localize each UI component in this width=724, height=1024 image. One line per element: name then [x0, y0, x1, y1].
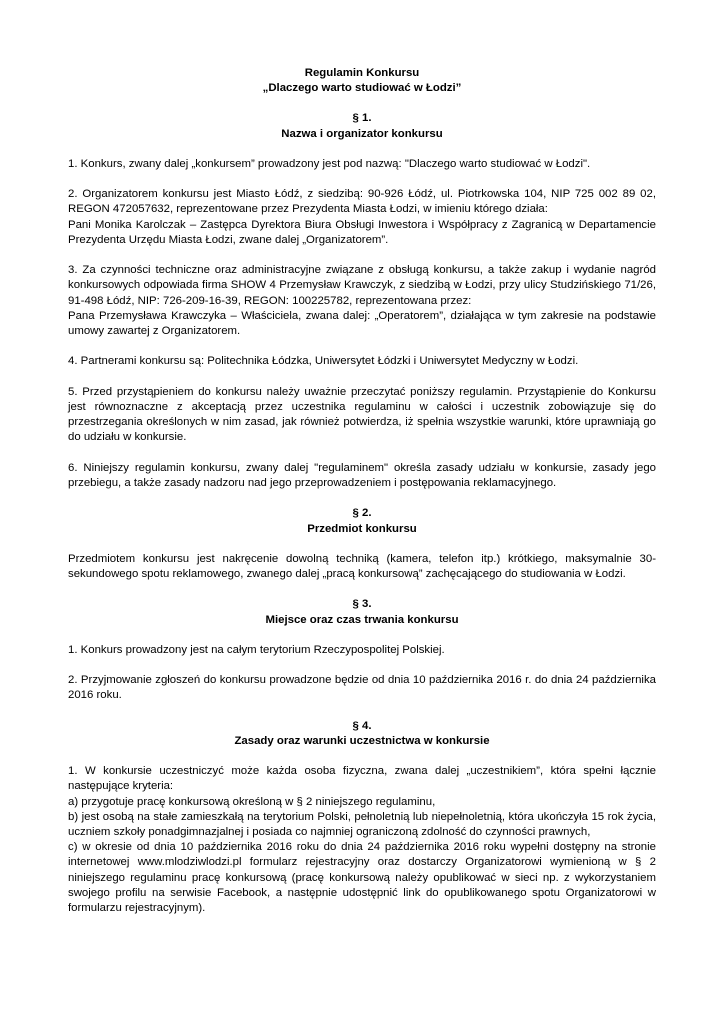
- section-3-header: [68, 597, 656, 627]
- s1-paragraph-4: 4. Partnerami konkursu są: Politechnika Łódzka, Uniwersytet Łódzki i Uniwersytet Medyczny w Łodzi.: [68, 355, 579, 368]
- s1-p3-representative: Pana Przemysława Krawczyka – Właściciela, zwana dalej: „Operatorem”, działająca w tym zakresie na podstawie umowy zawartej z Organizatorem.: [68, 309, 656, 338]
- section-1-header: [68, 111, 656, 141]
- section-2-heading: Przedmiot konkursu: [307, 522, 417, 535]
- section-1-mark: § 1.: [352, 112, 372, 125]
- s1-paragraph-5: 5. Przed przystąpieniem do konkursu należy uważnie przeczytać poniższy regulamin. Przystąpienie do Konkursu jest równoznaczne z akceptacją przez uczestnika regulaminu w całości i uczestnik zobowiązuje się do przestrzegania określonych w nim zasad, jak również potwierdza, iż spełnia wszystkie warunki, które uprawniają go do udziału w konkursie.: [68, 385, 656, 444]
- s1-p3-operator: 3. Za czynności techniczne oraz administracyjne związane z obsługą konkursu, a także zakup i wydanie nagród konkursowych odpowiada firma SHOW 4 Przemysław Krawczyk, z siedzibą w Łodzi, przy ulicy Studzińskiego 71/26, 91-498 Łódź, NIP: 726-209-16-39, REGON: 100225782, reprezentowana przez:: [68, 264, 656, 307]
- section-3-heading: Miejsce oraz czas trwania konkursu: [265, 613, 459, 626]
- section-4-header: [68, 719, 656, 749]
- section-2-mark: § 2.: [352, 507, 372, 520]
- s1-p2-organizer: 2. Organizatorem konkursu jest Miasto Łódź, z siedzibą: 90-926 Łódź, ul. Piotrkowska 104, NIP 725 002 89 02, REGON 472057632, reprezentowane przez Prezydenta Miasta Łodzi, w imieniu którego działa:: [68, 188, 656, 216]
- s4-p1-intro: 1. W konkursie uczestniczyć może każda osoba fizyczna, zwana dalej „uczestnikiem”, która spełni łącznie następujące kryteria:: [68, 765, 656, 793]
- s1-paragraph-6: 6. Niniejszy regulamin konkursu, zwany dalej "regulaminem" określa zasady udziału w konkursie, zasady jego przebiegu, a także zasady nadzoru nad jego przeprowadzeniem i postępowania reklamacyjnego.: [68, 461, 656, 489]
- section-2-header: [68, 506, 656, 536]
- regulation-document: [68, 66, 656, 931]
- s3-paragraph-1: 1. Konkurs prowadzony jest na całym terytorium Rzeczypospolitej Polskiej.: [68, 643, 445, 656]
- title-line-2: „Dlaczego warto studiować w Łodzi”: [262, 82, 462, 95]
- s4-paragraph-1: [68, 764, 656, 916]
- s4-p1-criterion-a: a) przygotuje pracę konkursową określoną w § 2 niniejszego regulaminu,: [68, 795, 436, 808]
- s1-paragraph-3: [68, 263, 656, 339]
- section-4-mark: § 4.: [352, 719, 372, 732]
- document-title: [68, 66, 656, 96]
- s4-p1-criterion-b: b) jest osobą na stałe zamieszkałą na terytorium Polski, pełnoletnią lub niepełnoletnią, która ukończyła 15 rok życia, uczniem szkoły ponadgimnazjalnej i posiada co najmniej ograniczoną zdolność do czynności prawnych,: [68, 810, 656, 838]
- s1-p2-representative: Pani Monika Karolczak – Zastępca Dyrektora Biura Obsługi Inwestora i Współpracy z Zagranicą w Departamencie Prezydenta Urzędu Miasta Łodzi, zwane dalej „Organizatorem”.: [68, 218, 656, 246]
- s1-paragraph-1: 1. Konkurs, zwany dalej „konkursem” prowadzony jest pod nazwą: "Dlaczego warto studiować w Łodzi".: [68, 157, 591, 170]
- section-1-heading: Nazwa i organizator konkursu: [281, 127, 443, 140]
- section-4-heading: Zasady oraz warunki uczestnictwa w konkursie: [234, 734, 490, 747]
- section-3-mark: § 3.: [352, 598, 372, 611]
- s1-paragraph-2: [68, 187, 656, 248]
- title-line-1: Regulamin Konkursu: [304, 67, 420, 79]
- s3-paragraph-2: 2. Przyjmowanie zgłoszeń do konkursu prowadzone będzie od dnia 10 października 2016 r. do dnia 24 października 2016 roku.: [68, 674, 656, 702]
- s2-paragraph-1: Przedmiotem konkursu jest nakręcenie dowolną techniką (kamera, telefon itp.) krótkiego, maksymalnie 30-sekundowego spotu reklamowego, zwanego dalej „pracą konkursową” zachęcającego do studiowania w Łodzi.: [68, 552, 656, 580]
- s4-p1-criterion-c: c) w okresie od dnia 10 października 2016 roku do dnia 24 października 2016 roku wypełni dostępny na stronie internetowej www.mlodziwlodzi.pl formularz rejestracyjny oraz dostarczy Organizatorowi wymienioną w § 2 niniejszego regulaminu pracę konkursową (pracę konkursową należy opublikować w sieci np. z wykorzystaniem swojego profilu na serwisie Facebook, a następnie udostępnić link do opublikowanego spotu Organizatorowi w formularzu rejestracyjnym).: [68, 841, 656, 915]
